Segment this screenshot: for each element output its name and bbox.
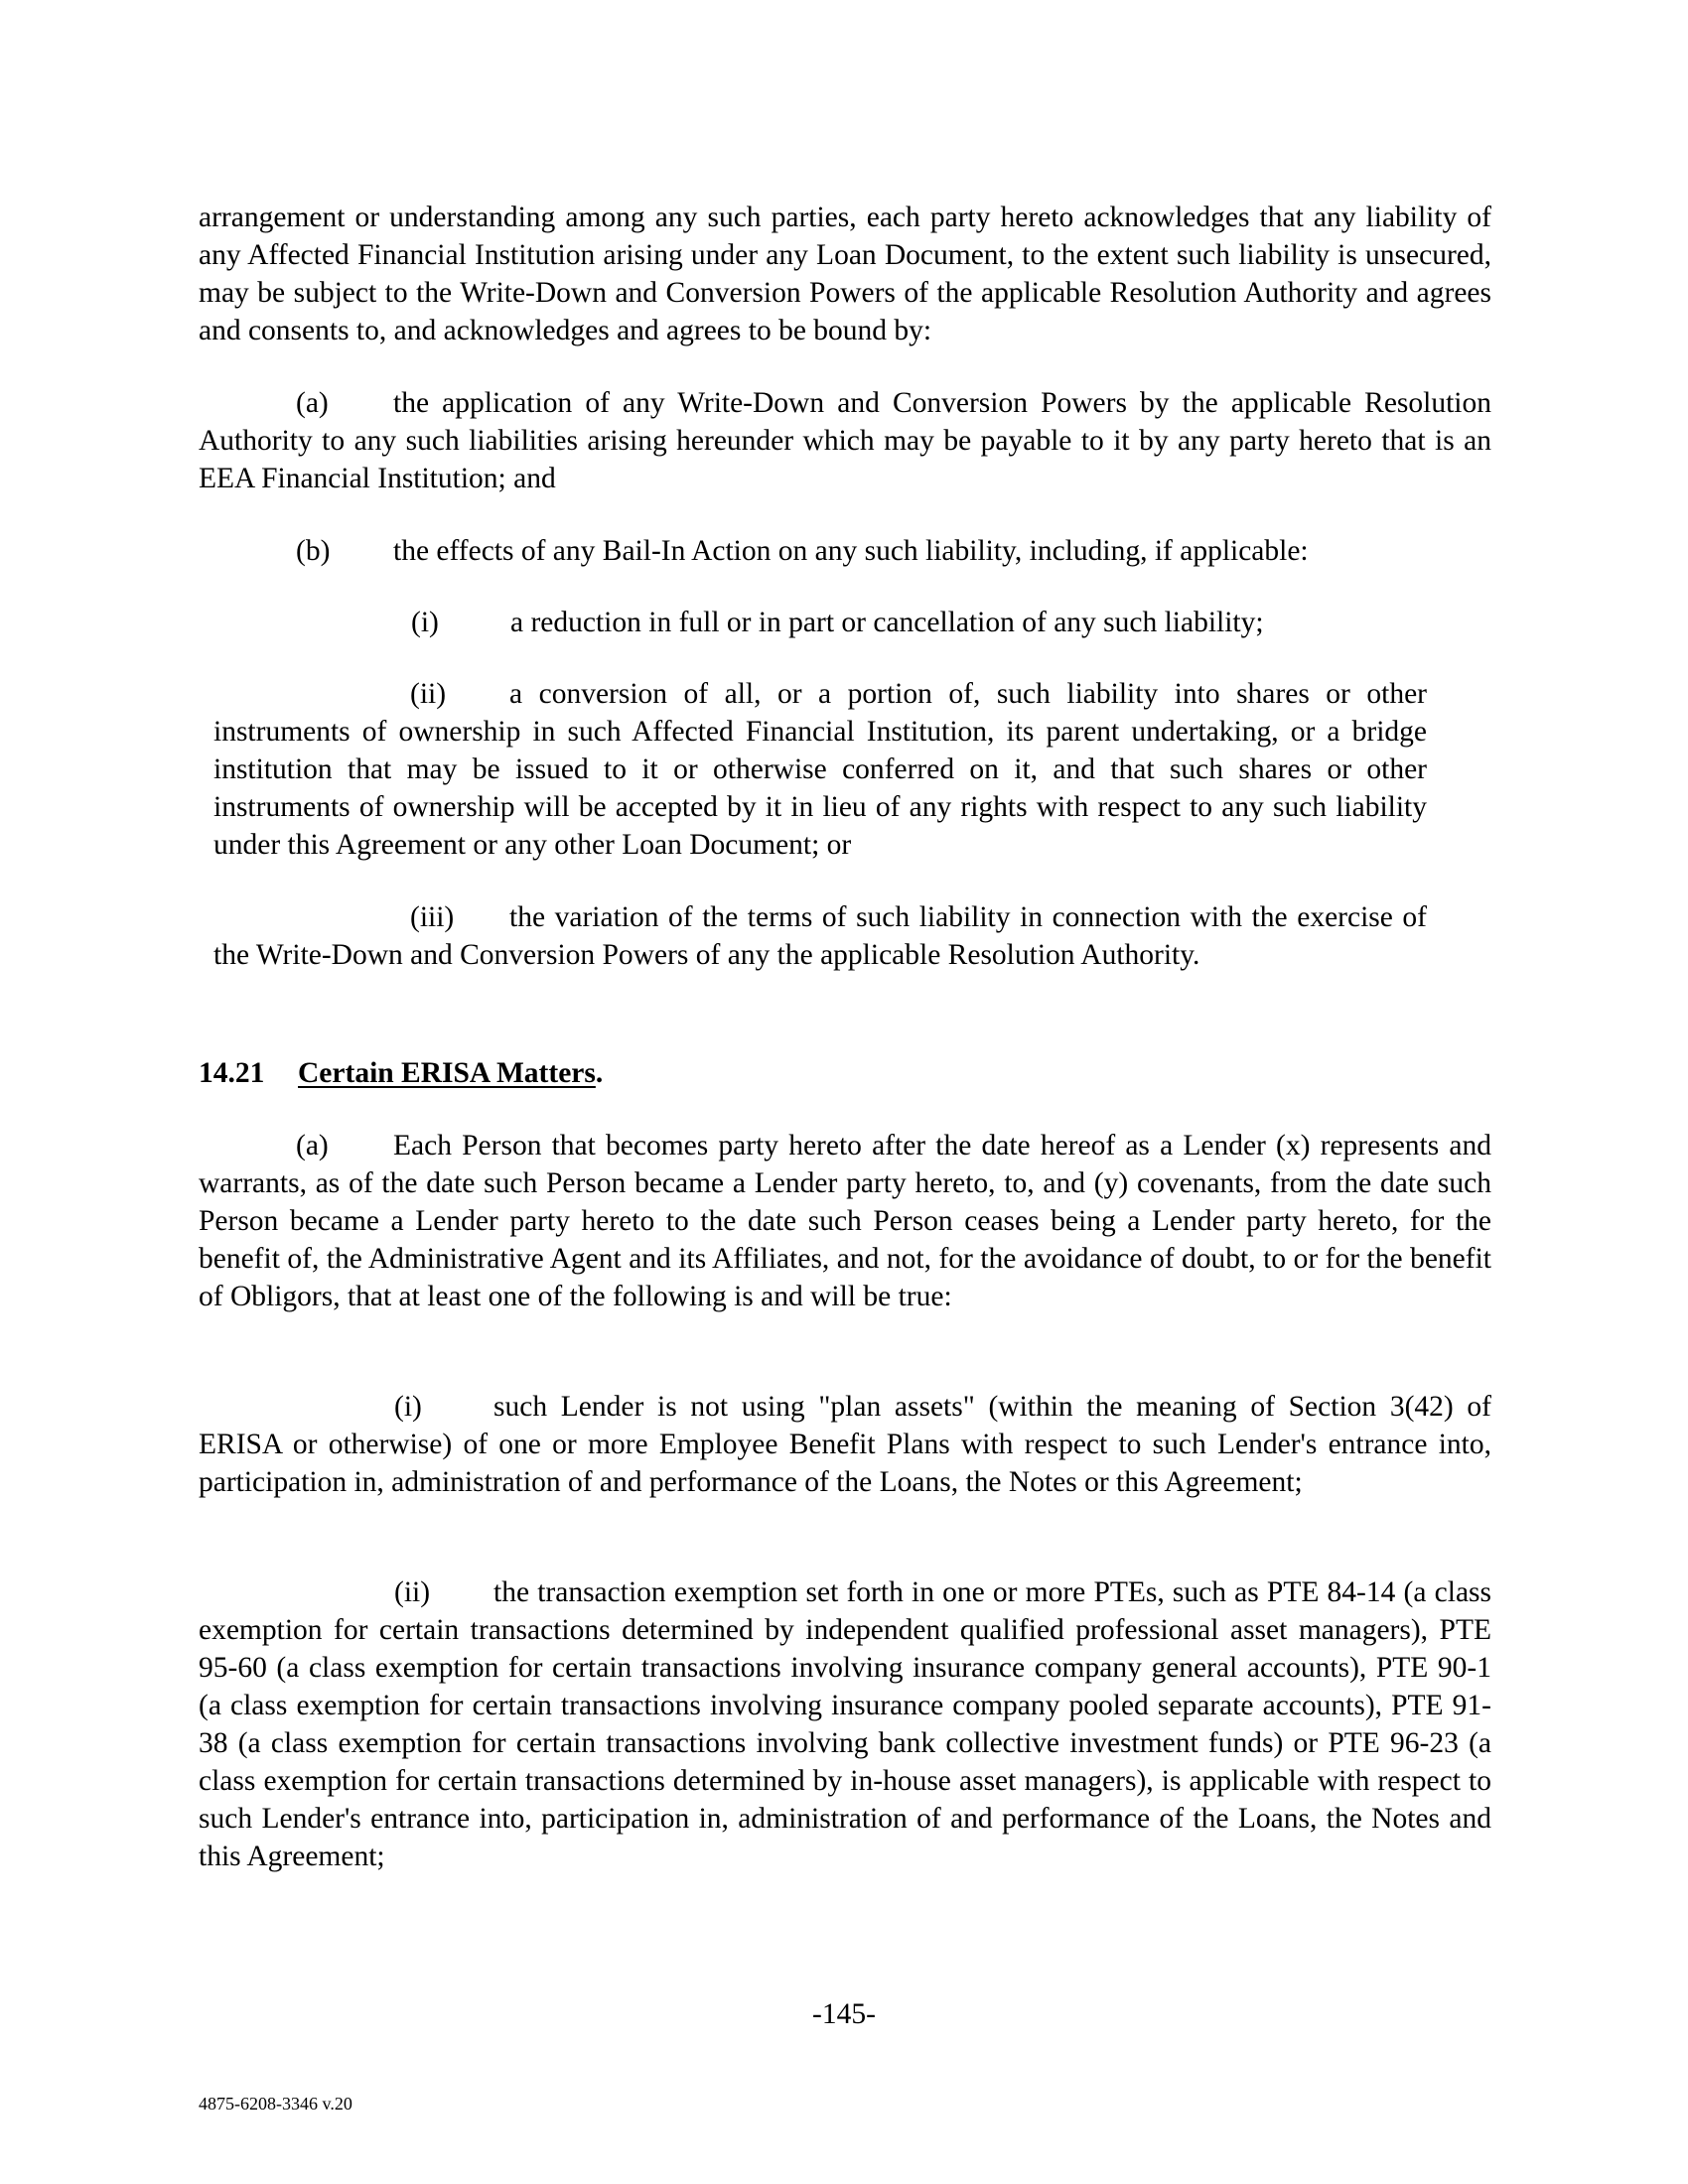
section-title: Certain ERISA Matters <box>298 1057 596 1089</box>
section-heading <box>199 1054 603 1092</box>
section-number: 14.21 <box>199 1057 265 1089</box>
clause-b-iii-label: (iii) <box>410 901 455 933</box>
clause-b-ii-text: a conversion of all, or a portion of, such liability into shares or other instruments of ownership in such Affected Financial Institution, its parent undertaking, or a bridge institution that may be issued to it or otherwise conferred on it, and that such shares or other instruments of ownership will be accepted by it in lieu of any rights with respect to any such liability under this Agreement or any other Loan Document; or <box>213 678 1427 861</box>
section-clause-a-ii-label: (ii) <box>394 1576 431 1608</box>
section-clause-a-i-label: (i) <box>394 1391 422 1423</box>
clause-b-ii <box>213 675 1427 864</box>
section-clause-a-label: (a) <box>296 1130 329 1161</box>
clause-b-label: (b) <box>296 535 331 567</box>
document-id: 4875-6208-3346 v.20 <box>199 2094 352 2114</box>
clause-b-i <box>411 604 1404 641</box>
section-clause-a <box>199 1127 1491 1315</box>
clause-a <box>199 384 1491 497</box>
intro-text: arrangement or understanding among any such parties, each party hereto acknowledges that any liability of any Affected Financial Institution arising under any Loan Document, to the extent such liability is unsecured, may be subject to the Write-Down and Conversion Powers of the applicable Resolution Authority and agrees and consents to, and acknowledges and agrees to be bound by: <box>199 202 1491 346</box>
clause-b-ii-label: (ii) <box>410 678 447 710</box>
clause-a-label: (a) <box>296 387 329 419</box>
clause-a-text: the application of any Write-Down and Conversion Powers by the applicable Resolution Authority to any such liabilities arising hereunder which may be payable to it by any party hereto that is an EEA Financial Institution; and <box>199 387 1491 494</box>
section-clause-a-i-text: such Lender is not using "plan assets" (within the meaning of Section 3(42) of ERISA or otherwise) of one or more Employee Benefit Plans with respect to such Lender's entrance into, participation in, administration of and performance of the Loans, the Notes or this Agreement; <box>199 1391 1491 1498</box>
intro-paragraph <box>199 199 1491 349</box>
page-number: -145- <box>812 1998 876 2030</box>
section-clause-a-ii <box>199 1573 1491 1875</box>
section-clause-a-i <box>199 1388 1491 1501</box>
section-clause-a-ii-text: the transaction exemption set forth in one or more PTEs, such as PTE 84-14 (a class exemption for certain transactions determined by independent qualified professional asset managers), PTE 95-60 (a class exemption for certain transactions involving insurance company general accounts), PTE 90-1 (a class exemption for certain transactions involving insurance company pooled separate accounts), PTE 91-38 (a class exemption for certain transactions involving bank collective investment funds) or PTE 96-23 (a class exemption for certain transactions determined by in-house asset managers), is applicable with respect to such Lender's entrance into, participation in, administration of and performance of the Loans, the Notes and this Agreement; <box>199 1576 1491 1872</box>
section-period: . <box>595 1057 604 1089</box>
clause-b-iii-text: the variation of the terms of such liability in connection with the exercise of the Write-Down and Conversion Powers of any the applicable Resolution Authority. <box>213 901 1427 971</box>
clause-b-i-label: (i) <box>411 607 439 638</box>
clause-b-iii <box>213 898 1427 974</box>
clause-b-text: the effects of any Bail-In Action on any such liability, including, if applicable: <box>393 535 1309 567</box>
clause-b-i-text: a reduction in full or in part or cancellation of any such liability; <box>510 607 1264 638</box>
section-clause-a-text: Each Person that becomes party hereto after the date hereof as a Lender (x) represents and warrants, as of the date such Person became a Lender party hereto, to, and (y) covenants, from the date such Person became a Lender party hereto to the date such Person ceases being a Lender party hereto, for the benefit of, the Administrative Agent and its Affiliates, and not, for the avoidance of doubt, to or for the benefit of Obligors, that at least one of the following is and will be true: <box>199 1130 1491 1312</box>
clause-b <box>199 532 1491 570</box>
